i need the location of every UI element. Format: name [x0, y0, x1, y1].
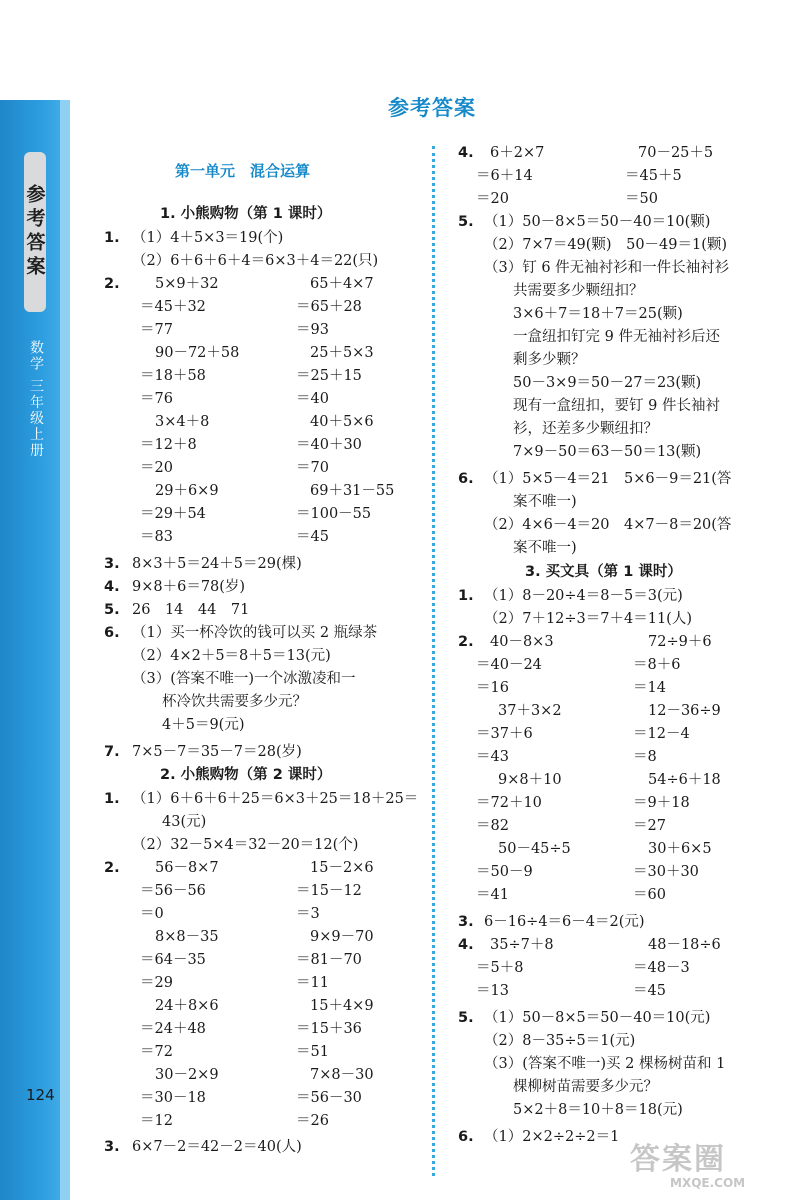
answer-line: （2）4×2＋5＝8＋5＝13(元)	[132, 648, 331, 664]
answer-line: 8×3＋5＝24＋5＝29(棵)	[132, 556, 302, 572]
answer-line: 30－2×9	[155, 1067, 219, 1083]
answer-line: ＝77	[140, 322, 173, 338]
answer-line: 69＋31－55	[310, 483, 395, 499]
answer-line: （1）50－8×5＝50－40＝10(颗)	[484, 214, 711, 230]
answer-line: 40－8×3	[490, 634, 554, 650]
answer-line: 15＋4×9	[310, 998, 374, 1014]
answer-line: 6×7－2＝42－2＝40(人)	[132, 1139, 302, 1155]
answer-line: 7×8－30	[310, 1067, 374, 1083]
answer-line: ＝8＋6	[633, 657, 681, 673]
answer-line: ＝70	[296, 460, 329, 476]
answer-line: 43(元)	[162, 814, 207, 830]
answer-line: ＝72＋10	[476, 795, 542, 811]
answer-line: 56－8×7	[155, 860, 219, 876]
answer-line: ＝15＋36	[296, 1021, 362, 1037]
answer-line: 6－16÷4＝6－4＝2(元)	[484, 914, 645, 930]
answer-line: ＝50－9	[476, 864, 533, 880]
answer-line: ＝13	[476, 983, 509, 999]
answer-line: 杯冷饮共需要多少元？	[162, 694, 307, 710]
answer-line: 72÷9＋6	[648, 634, 712, 650]
question-number: 1.	[104, 791, 120, 807]
answer-line: （3）(答案不唯一)买 2 棵杨树苗和 1	[484, 1056, 726, 1072]
answer-line: 48－18÷6	[648, 937, 721, 953]
answer-line: 26 14 44 71	[132, 602, 250, 618]
answer-line: 29＋6×9	[155, 483, 219, 499]
answer-line: ＝45	[633, 983, 666, 999]
answer-line: （1）买一杯冷饮的钱可以买 2 瓶绿茶	[132, 625, 378, 641]
answer-line: （2）6＋6＋6＋4＝6×3＋4＝22(只)	[132, 253, 379, 269]
answer-line: 棵柳树苗需要多少元？	[513, 1079, 658, 1095]
answer-line: ＝11	[296, 975, 329, 991]
answer-line: ＝0	[140, 906, 164, 922]
answer-line: ＝29＋54	[140, 506, 206, 522]
answer-line: ＝20	[140, 460, 173, 476]
answer-line: 9×8＋6＝78(岁)	[132, 579, 246, 595]
answer-line: 5×2＋8＝10＋8＝18(元)	[513, 1102, 683, 1118]
answer-line: ＝45＋5	[625, 168, 682, 184]
answer-line: 案不唯一)	[513, 540, 577, 556]
answer-line: ＝48－3	[633, 960, 690, 976]
answer-line: ＝30＋30	[633, 864, 699, 880]
answer-line: ＝45＋32	[140, 299, 206, 315]
question-number: 2.	[104, 276, 120, 292]
answer-line: ＝100－55	[296, 506, 372, 522]
answer-line: 7×5－7＝35－7＝28(岁)	[132, 744, 302, 760]
answer-line: （1）2×2÷2÷2＝1	[484, 1129, 620, 1145]
answer-line: ＝60	[633, 887, 666, 903]
answer-line: 54÷6＋18	[648, 772, 721, 788]
watermark-main: 答案圈	[630, 1142, 726, 1177]
answer-line: （2）32－5×4＝32－20＝12(个)	[132, 837, 359, 853]
answer-line: 剩多少颗？	[513, 352, 586, 368]
unit-heading: 第一单元 混合运算	[175, 162, 311, 180]
answer-line: 5×9＋32	[155, 276, 219, 292]
answer-line: ＝12	[140, 1113, 173, 1129]
answer-line: 35÷7＋8	[490, 937, 554, 953]
question-number: 3.	[104, 1139, 120, 1155]
answer-line: 一盒纽扣钉完 9 件无袖衬衫后还	[513, 329, 720, 345]
sidebar	[0, 0, 70, 1200]
answer-line: 70－25＋5	[638, 145, 714, 161]
answer-line: ＝14	[633, 680, 666, 696]
answer-line: ＝30－18	[140, 1090, 206, 1106]
answer-line: 衫，还差多少颗纽扣？	[513, 421, 658, 437]
answer-line: 50－3×9＝50－27＝23(颗)	[513, 375, 702, 391]
answer-line: 12－36÷9	[648, 703, 721, 719]
answer-line: ＝37＋6	[476, 726, 533, 742]
question-number: 6.	[458, 471, 474, 487]
answer-line: ＝50	[625, 191, 658, 207]
answer-line: ＝24＋48	[140, 1021, 206, 1037]
answer-line: 15－2×6	[310, 860, 374, 876]
answer-line: ＝40－24	[476, 657, 542, 673]
answer-line: 3×4＋8	[155, 414, 210, 430]
answer-line: ＝18＋58	[140, 368, 206, 384]
answer-line: 50－45÷5	[498, 841, 571, 857]
answer-line: 4＋5＝9(元)	[162, 717, 245, 733]
answer-line: 7×9－50＝63－50＝13(颗)	[513, 444, 702, 460]
sidebar-top-blank	[0, 0, 70, 100]
section-heading: 3. 买文具（第 1 课时）	[525, 564, 682, 580]
answer-line: ＝40	[296, 391, 329, 407]
answer-line: 3×6＋7＝18＋7＝25(颗)	[513, 306, 683, 322]
question-number: 4.	[458, 937, 474, 953]
answer-line: （3）钉 6 件无袖衬衫和一件长袖衬衫	[484, 260, 730, 276]
watermark-logo	[630, 1134, 790, 1194]
watermark-url: MXQE.COM	[670, 1176, 746, 1190]
question-number: 6.	[104, 625, 120, 641]
question-number: 4.	[458, 145, 474, 161]
answer-line: ＝56－30	[296, 1090, 362, 1106]
answer-line: ＝45	[296, 529, 329, 545]
answer-line: （3）(答案不唯一)一个冰激凌和一	[132, 671, 356, 687]
answer-line: （1）50－8×5＝50－40＝10(元)	[484, 1010, 711, 1026]
column-divider	[432, 146, 435, 1176]
answer-line: ＝65＋28	[296, 299, 362, 315]
sidebar-label: 参考答案	[23, 184, 46, 280]
question-number: 3.	[458, 914, 474, 930]
answer-line: ＝41	[476, 887, 509, 903]
answer-line: 9×9－70	[310, 929, 374, 945]
answer-line: ＝20	[476, 191, 509, 207]
answer-line: ＝76	[140, 391, 173, 407]
question-number: 5.	[104, 602, 120, 618]
answer-line: 9×8＋10	[498, 772, 562, 788]
answer-line: ＝15－12	[296, 883, 362, 899]
answer-line: ＝29	[140, 975, 173, 991]
answer-line: 65＋4×7	[310, 276, 374, 292]
page-title: 参考答案	[388, 96, 476, 120]
question-number: 4.	[104, 579, 120, 595]
answer-line: （2）7×7＝49(颗) 50－49＝1(颗)	[484, 237, 728, 253]
question-number: 2.	[104, 860, 120, 876]
answer-line: （1）5×5－4＝21 5×6－9＝21(答	[484, 471, 732, 487]
question-number: 7.	[104, 744, 120, 760]
answer-line: ＝81－70	[296, 952, 362, 968]
answer-line: 8×8－35	[155, 929, 219, 945]
question-number: 5.	[458, 1010, 474, 1026]
answer-line: ＝16	[476, 680, 509, 696]
answer-line: ＝5＋8	[476, 960, 524, 976]
section-heading: 1. 小熊购物（第 1 课时）	[160, 206, 332, 222]
answer-line: ＝72	[140, 1044, 173, 1060]
sidebar-label-box	[24, 152, 46, 312]
answer-line: 现有一盒纽扣，要钉 9 件长袖衬	[513, 398, 720, 414]
answer-line: ＝12－4	[633, 726, 690, 742]
sidebar-edge-stripe	[60, 100, 70, 1200]
answer-line: ＝56－56	[140, 883, 206, 899]
question-number: 1.	[104, 230, 120, 246]
question-number: 5.	[458, 214, 474, 230]
answer-line: ＝25＋15	[296, 368, 362, 384]
answer-line: 25＋5×3	[310, 345, 374, 361]
answer-line: ＝26	[296, 1113, 329, 1129]
sidebar-subtitle: 数学 三年级上册	[28, 340, 44, 459]
answer-line: ＝9＋18	[633, 795, 690, 811]
answer-line: 24＋8×6	[155, 998, 219, 1014]
answer-line: ＝6＋14	[476, 168, 533, 184]
answer-line: （2）7＋12÷3＝7＋4＝11(人)	[484, 611, 692, 627]
page-number: 124	[26, 1086, 55, 1104]
question-number: 6.	[458, 1129, 474, 1145]
answer-line: ＝83	[140, 529, 173, 545]
answer-line: ＝3	[296, 906, 320, 922]
question-number: 2.	[458, 634, 474, 650]
answer-line: 6＋2×7	[490, 145, 545, 161]
answer-line: ＝82	[476, 818, 509, 834]
answer-line: ＝64－35	[140, 952, 206, 968]
answer-line: （2）4×6－4＝20 4×7－8＝20(答	[484, 517, 732, 533]
answer-line: ＝8	[633, 749, 657, 765]
question-number: 3.	[104, 556, 120, 572]
answer-line: 40＋5×6	[310, 414, 374, 430]
answer-line: （1）6＋6＋6＋25＝6×3＋25＝18＋25＝	[132, 791, 419, 807]
answer-line: 案不唯一)	[513, 494, 577, 510]
answer-line: ＝93	[296, 322, 329, 338]
answer-line: 90－72＋58	[155, 345, 240, 361]
answer-line: （1）4＋5×3＝19(个)	[132, 230, 284, 246]
answer-line: ＝12＋8	[140, 437, 197, 453]
answer-line: ＝40＋30	[296, 437, 362, 453]
answer-line: ＝27	[633, 818, 666, 834]
question-number: 1.	[458, 588, 474, 604]
answer-line: ＝43	[476, 749, 509, 765]
answer-line: 共需要多少颗纽扣？	[513, 283, 644, 299]
answer-line: ＝51	[296, 1044, 329, 1060]
answer-line: 30＋6×5	[648, 841, 712, 857]
answer-line: （2）8－35÷5＝1(元)	[484, 1033, 636, 1049]
section-heading: 2. 小熊购物（第 2 课时）	[160, 767, 332, 783]
answer-line: 37＋3×2	[498, 703, 562, 719]
answer-line: （1）8－20÷4＝8－5＝3(元)	[484, 588, 683, 604]
